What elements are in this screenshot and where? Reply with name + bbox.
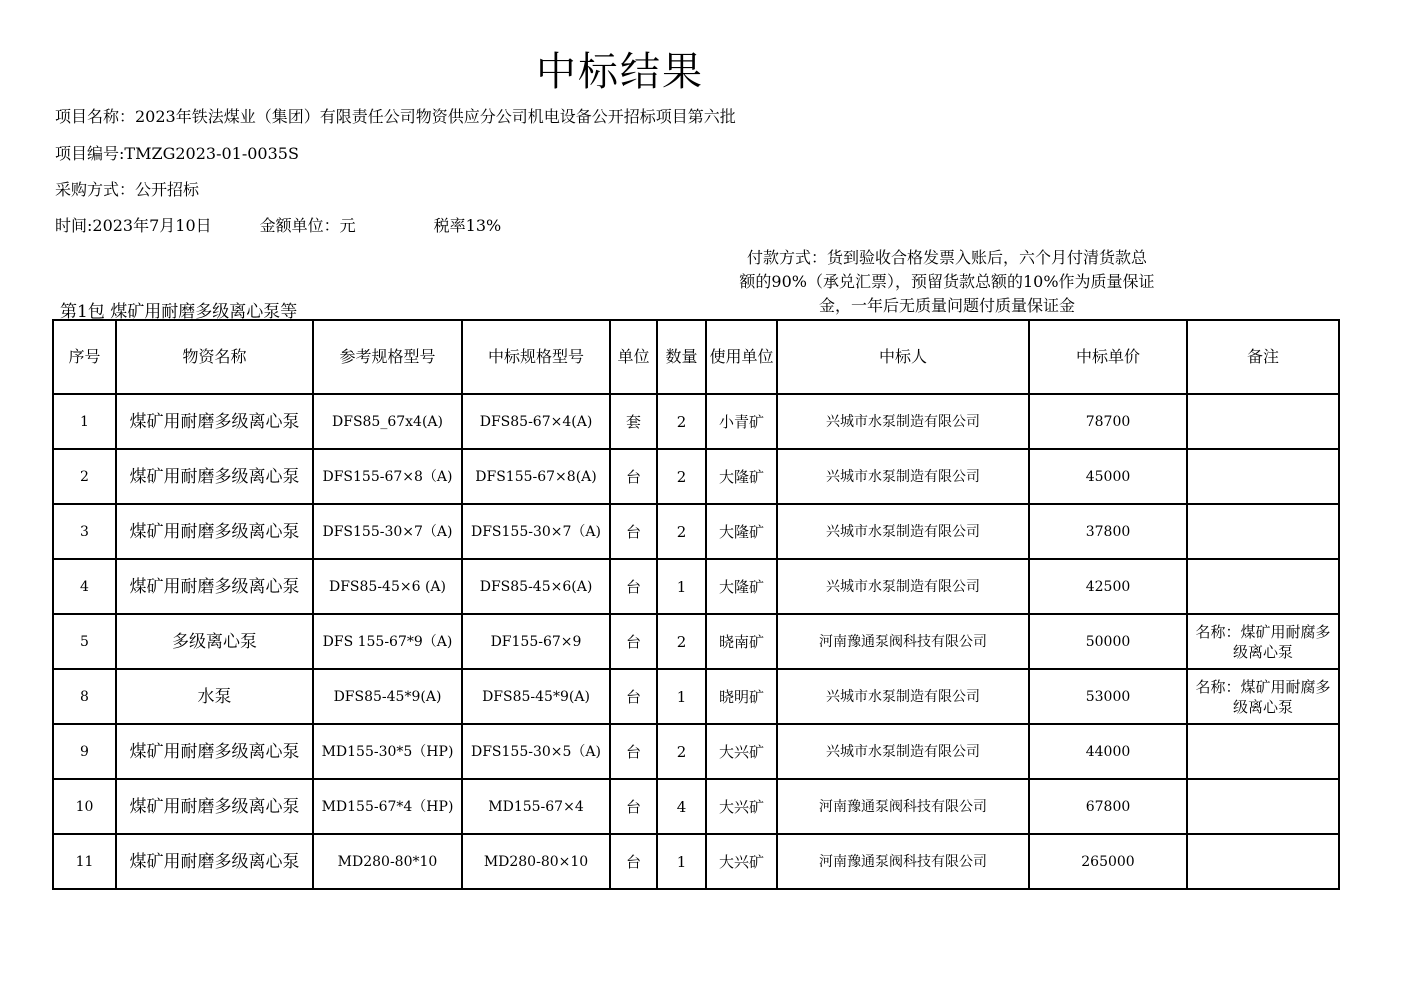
cell-unit-price: 265000 bbox=[1029, 834, 1187, 889]
cell-unit: 台 bbox=[610, 724, 657, 779]
cell-winner: 河南豫通泵阀科技有限公司 bbox=[777, 614, 1029, 669]
cell-winner: 兴城市水泵制造有限公司 bbox=[777, 394, 1029, 449]
cell-user-unit: 小青矿 bbox=[706, 394, 777, 449]
cell-remarks: 名称：煤矿用耐腐多级离心泵 bbox=[1187, 669, 1339, 724]
cell-unit: 台 bbox=[610, 559, 657, 614]
amount-unit: 金额单位：元 bbox=[259, 216, 356, 235]
cell-qty: 2 bbox=[657, 724, 706, 779]
cell-user-unit: 晓南矿 bbox=[706, 614, 777, 669]
header-unit-price: 中标单价 bbox=[1029, 320, 1187, 394]
cell-ref-spec: MD155-30*5（HP) bbox=[313, 724, 462, 779]
cell-bid-spec: MD280-80×10 bbox=[462, 834, 610, 889]
cell-unit: 台 bbox=[610, 614, 657, 669]
bid-result-table bbox=[52, 319, 1340, 890]
cell-no: 1 bbox=[53, 394, 116, 449]
cell-winner: 河南豫通泵阀科技有限公司 bbox=[777, 779, 1029, 834]
package-label: 第1包 煤矿用耐磨多级离心泵等 bbox=[60, 302, 298, 322]
cell-unit-price: 42500 bbox=[1029, 559, 1187, 614]
cell-no: 9 bbox=[53, 724, 116, 779]
cell-remarks bbox=[1187, 504, 1339, 559]
cell-unit-price: 53000 bbox=[1029, 669, 1187, 724]
table-row bbox=[53, 614, 1339, 669]
table-row bbox=[53, 394, 1339, 449]
cell-remarks bbox=[1187, 724, 1339, 779]
cell-ref-spec: DFS155-67×8（A) bbox=[313, 449, 462, 504]
cell-qty: 2 bbox=[657, 449, 706, 504]
page-title: 中标结果 bbox=[536, 49, 704, 95]
cell-bid-spec: DFS155-30×7（A) bbox=[462, 504, 610, 559]
cell-material-name: 煤矿用耐磨多级离心泵 bbox=[116, 504, 313, 559]
cell-material-name: 煤矿用耐磨多级离心泵 bbox=[116, 779, 313, 834]
cell-winner: 兴城市水泵制造有限公司 bbox=[777, 724, 1029, 779]
cell-qty: 2 bbox=[657, 394, 706, 449]
table-row bbox=[53, 724, 1339, 779]
cell-unit-price: 67800 bbox=[1029, 779, 1187, 834]
cell-user-unit: 大隆矿 bbox=[706, 559, 777, 614]
cell-winner: 河南豫通泵阀科技有限公司 bbox=[777, 834, 1029, 889]
payment-terms-line: 付款方式：货到验收合格发票入账后，六个月付清货款总 bbox=[746, 248, 1147, 267]
cell-no: 4 bbox=[53, 559, 116, 614]
cell-unit-price: 78700 bbox=[1029, 394, 1187, 449]
project-code: 项目编号:TMZG2023-01-0035S bbox=[55, 144, 299, 163]
cell-winner: 兴城市水泵制造有限公司 bbox=[777, 669, 1029, 724]
cell-material-name: 水泵 bbox=[116, 669, 313, 724]
cell-bid-spec: MD155-67×4 bbox=[462, 779, 610, 834]
cell-user-unit: 晓明矿 bbox=[706, 669, 777, 724]
cell-ref-spec: MD155-67*4（HP) bbox=[313, 779, 462, 834]
cell-unit-price: 37800 bbox=[1029, 504, 1187, 559]
header-no: 序号 bbox=[53, 320, 116, 394]
header-material-name: 物资名称 bbox=[116, 320, 313, 394]
table-row bbox=[53, 834, 1339, 889]
header-unit: 单位 bbox=[610, 320, 657, 394]
cell-ref-spec: MD280-80*10 bbox=[313, 834, 462, 889]
table-row bbox=[53, 669, 1339, 724]
cell-no: 10 bbox=[53, 779, 116, 834]
cell-remarks bbox=[1187, 394, 1339, 449]
table-row bbox=[53, 559, 1339, 614]
cell-bid-spec: DFS85-45×6(A) bbox=[462, 559, 610, 614]
cell-no: 3 bbox=[53, 504, 116, 559]
table-row bbox=[53, 779, 1339, 834]
cell-qty: 4 bbox=[657, 779, 706, 834]
cell-material-name: 煤矿用耐磨多级离心泵 bbox=[116, 449, 313, 504]
header-qty: 数量 bbox=[657, 320, 706, 394]
cell-no: 8 bbox=[53, 669, 116, 724]
cell-no: 5 bbox=[53, 614, 116, 669]
header-bid-spec: 中标规格型号 bbox=[462, 320, 610, 394]
cell-unit-price: 44000 bbox=[1029, 724, 1187, 779]
cell-user-unit: 大隆矿 bbox=[706, 449, 777, 504]
cell-bid-spec: DFS85-45*9(A) bbox=[462, 669, 610, 724]
cell-winner: 兴城市水泵制造有限公司 bbox=[777, 559, 1029, 614]
cell-material-name: 煤矿用耐磨多级离心泵 bbox=[116, 724, 313, 779]
cell-bid-spec: DFS85-67×4(A) bbox=[462, 394, 610, 449]
cell-unit-price: 50000 bbox=[1029, 614, 1187, 669]
header-user-unit: 使用单位 bbox=[706, 320, 777, 394]
table-row bbox=[53, 504, 1339, 559]
cell-unit-price: 45000 bbox=[1029, 449, 1187, 504]
header-winner: 中标人 bbox=[777, 320, 1029, 394]
cell-ref-spec: DFS155-30×7（A) bbox=[313, 504, 462, 559]
cell-user-unit: 大兴矿 bbox=[706, 779, 777, 834]
cell-material-name: 煤矿用耐磨多级离心泵 bbox=[116, 394, 313, 449]
date-line bbox=[55, 213, 501, 236]
cell-ref-spec: DFS85_67x4(A) bbox=[313, 394, 462, 449]
table-row bbox=[53, 449, 1339, 504]
cell-remarks bbox=[1187, 559, 1339, 614]
cell-no: 11 bbox=[53, 834, 116, 889]
payment-terms-line: 额的90%（承兑汇票），预留货款总额的10%作为质量保证 bbox=[739, 272, 1155, 291]
cell-unit: 台 bbox=[610, 834, 657, 889]
cell-user-unit: 大兴矿 bbox=[706, 724, 777, 779]
cell-qty: 1 bbox=[657, 559, 706, 614]
cell-user-unit: 大隆矿 bbox=[706, 504, 777, 559]
cell-qty: 1 bbox=[657, 669, 706, 724]
date: 时间:2023年7月10日 bbox=[55, 216, 212, 235]
cell-remarks bbox=[1187, 449, 1339, 504]
table-header-row bbox=[53, 320, 1339, 394]
cell-ref-spec: DFS85-45×6 (A) bbox=[313, 559, 462, 614]
cell-user-unit: 大兴矿 bbox=[706, 834, 777, 889]
project-name: 项目名称：2023年铁法煤业（集团）有限责任公司物资供应分公司机电设备公开招标项目第六批 bbox=[55, 107, 736, 126]
cell-material-name: 煤矿用耐磨多级离心泵 bbox=[116, 559, 313, 614]
payment-terms-line: 金，一年后无质量问题付质量保证金 bbox=[818, 296, 1075, 315]
cell-bid-spec: DFS155-30×5（A) bbox=[462, 724, 610, 779]
cell-ref-spec: DFS 155-67*9（A) bbox=[313, 614, 462, 669]
cell-unit: 套 bbox=[610, 394, 657, 449]
header-remarks: 备注 bbox=[1187, 320, 1339, 394]
cell-unit: 台 bbox=[610, 779, 657, 834]
cell-remarks bbox=[1187, 779, 1339, 834]
cell-ref-spec: DFS85-45*9(A) bbox=[313, 669, 462, 724]
cell-winner: 兴城市水泵制造有限公司 bbox=[777, 504, 1029, 559]
cell-qty: 1 bbox=[657, 834, 706, 889]
cell-no: 2 bbox=[53, 449, 116, 504]
cell-material-name: 煤矿用耐磨多级离心泵 bbox=[116, 834, 313, 889]
cell-unit: 台 bbox=[610, 449, 657, 504]
cell-qty: 2 bbox=[657, 614, 706, 669]
cell-unit: 台 bbox=[610, 669, 657, 724]
cell-remarks: 名称：煤矿用耐腐多级离心泵 bbox=[1187, 614, 1339, 669]
cell-bid-spec: DF155-67×9 bbox=[462, 614, 610, 669]
tax-rate: 税率13% bbox=[433, 216, 502, 235]
cell-remarks bbox=[1187, 834, 1339, 889]
cell-qty: 2 bbox=[657, 504, 706, 559]
cell-material-name: 多级离心泵 bbox=[116, 614, 313, 669]
header-ref-spec: 参考规格型号 bbox=[313, 320, 462, 394]
cell-unit: 台 bbox=[610, 504, 657, 559]
payment-terms bbox=[712, 246, 1182, 318]
cell-winner: 兴城市水泵制造有限公司 bbox=[777, 449, 1029, 504]
cell-bid-spec: DFS155-67×8(A) bbox=[462, 449, 610, 504]
procurement-method: 采购方式：公开招标 bbox=[55, 180, 200, 199]
